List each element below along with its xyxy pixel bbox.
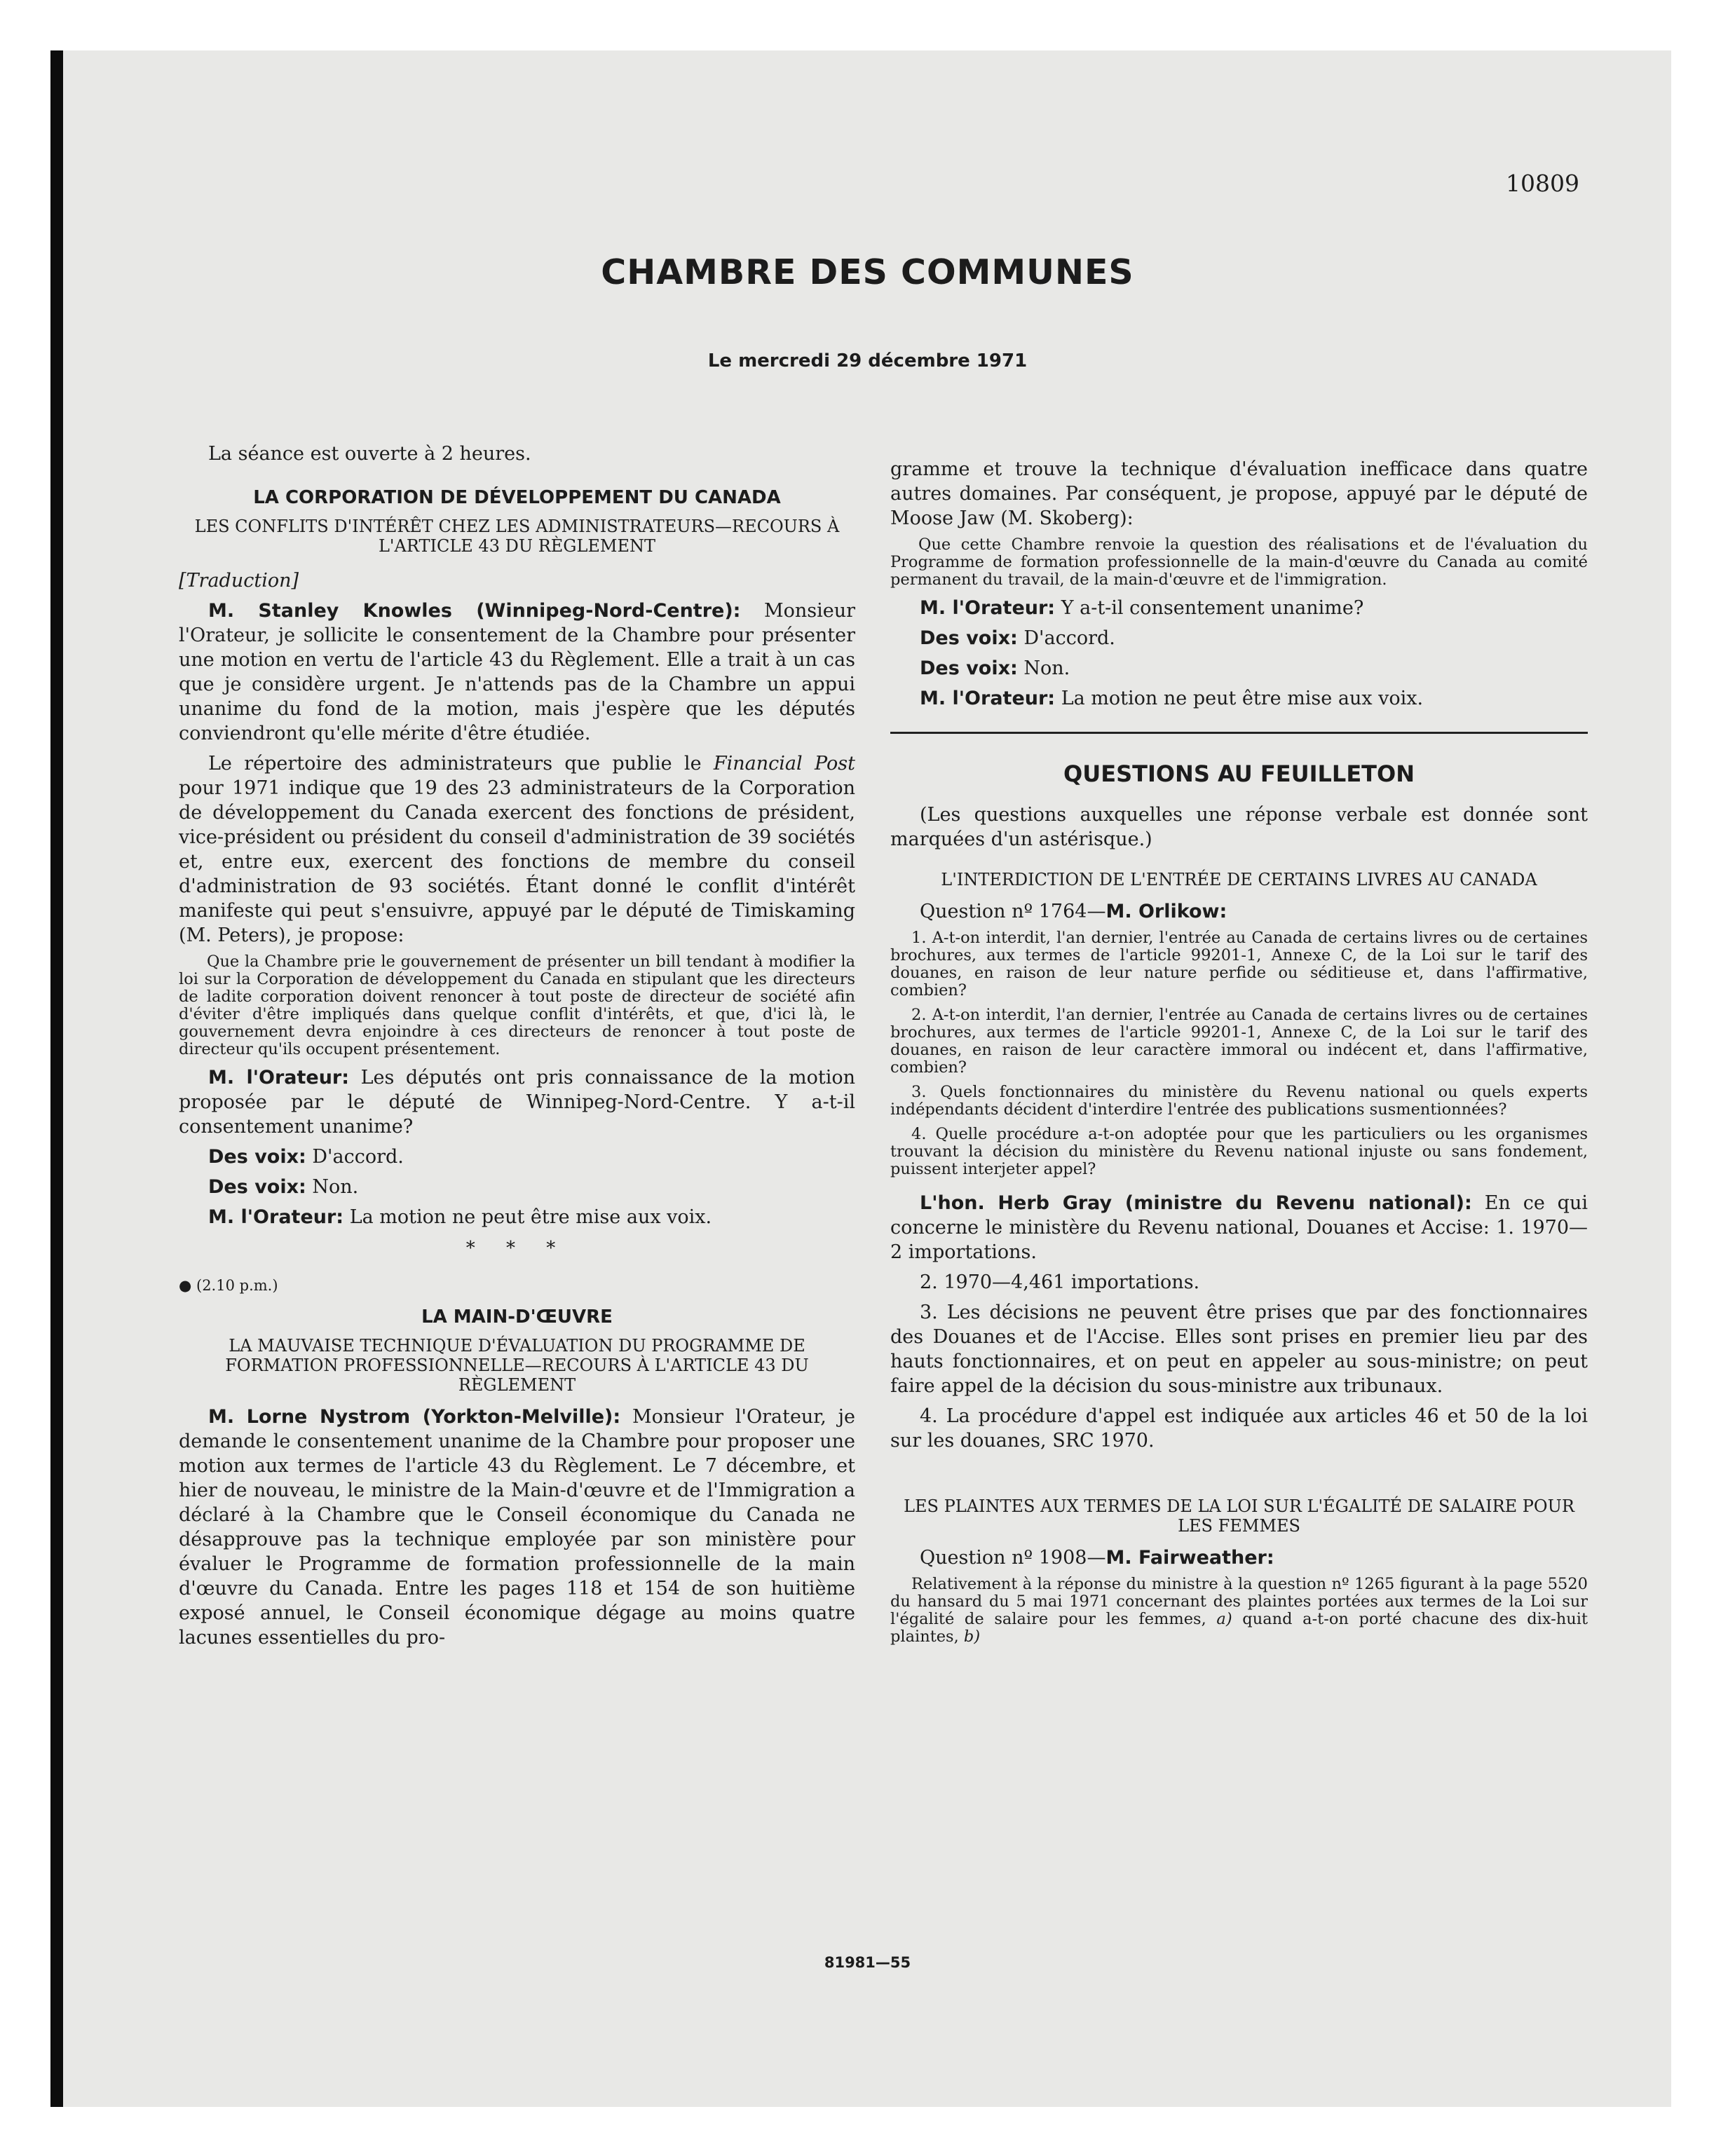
orateur-statement-2 — [179, 1205, 855, 1229]
voix-accord — [179, 1145, 855, 1169]
gray-answer-1-text: En ce qui concerne le ministère du Revenu national, Douanes et Accise: 1. 1970—2 importations. — [890, 1192, 1588, 1263]
voix-accord-text: D'accord. — [312, 1146, 404, 1168]
question-1908-label: Question nº 1908— — [920, 1547, 1106, 1569]
orateur-text-2: La motion ne peut être mise aux voix. — [349, 1206, 712, 1228]
speaker-voix: Des voix: — [920, 627, 1018, 649]
traduction-note: [Traduction] — [179, 570, 299, 592]
question-1908-text-b: quand a-t-on porté chacune des dix-huit plaintes, — [890, 1610, 1588, 1646]
section-subtitle-conflits: LES CONFLITS D'INTÉRÊT CHEZ LES ADMINISTRATEURS—RECOURS À L'ARTICLE 43 DU RÈGLEMENT — [194, 517, 840, 556]
section-title-corporation: LA CORPORATION DE DÉVELOPPEMENT DU CANADA — [253, 487, 781, 508]
knowles-paragraph-2 — [179, 751, 855, 948]
question-1908-text-a: Relativement à la réponse du ministre à la question nº 1265 figurant à la page 5520 du hansard du 5 mai 1971 concernant des plaintes portées aux termes de la Loi sur l'égalité de salaire pour les femmes, — [890, 1575, 1588, 1628]
speaker-voix: Des voix: — [208, 1176, 306, 1198]
question-1764-item-3: 3. Quels fonctionnaires du ministère du Revenu national ou quels experts indépendants décident d'interdire l'entrée des publications susmentionnées? — [890, 1083, 1588, 1119]
sitting-date: Le mercredi 29 décembre 1971 — [707, 350, 1028, 371]
motion-nystrom: Que cette Chambre renvoie la question des réalisations et de l'évaluation du Programme de formation professionnelle de la main-d'œuvre du Canada au comité permanent du travail, de la main-d'œuvre et de l'immigration. — [890, 535, 1588, 589]
section-subtitle-plaintes: LES PLAINTES AUX TERMES DE LA LOI SUR L'ÉGALITÉ DE SALAIRE POUR LES FEMMES — [904, 1496, 1574, 1536]
knowles-text-2b: pour 1971 indique que 19 des 23 administrateurs de la Corporation de développement du Canada exercent des fonctions de président, vice-président ou président du conseil d'administration de 39 sociétés et, entre eux, exercent des fonctions de membre du conseil d'administration de 93 sociétés. Étant donné le conflit d'intérêt manifeste qui peut s'ensuivre, appuyé par le député de Timiskaming (M. Peters), je propose: — [179, 777, 855, 946]
question-1908-text — [890, 1576, 1588, 1646]
section-subtitle-livres: L'INTERDICTION DE L'ENTRÉE DE CERTAINS LIVRES AU CANADA — [941, 870, 1537, 889]
gray-answer-2: 2. 1970—4,461 importations. — [920, 1271, 1200, 1293]
speaker-gray: L'hon. Herb Gray (ministre du Revenu national): — [920, 1192, 1472, 1214]
question-1764-item-4: 4. Quelle procédure a-t-on adoptée pour que les particuliers ou les organismes trouvant la décision du ministère du Revenu national injuste ou sans fondement, puissent interjeter appel? — [890, 1125, 1588, 1178]
page-number: 10809 — [1506, 170, 1579, 197]
speaker-orateur: M. l'Orateur: — [208, 1067, 350, 1089]
orateur-statement-1 — [179, 1065, 855, 1139]
knowles-text-1: Monsieur l'Orateur, je sollicite le consentement de la Chambre pour présenter une motion en vertu de l'article 43 du Règlement. Elle a trait à un cas que je considère urgent. Je n'attends pas de la Chambre un appui unanime du fond de la motion, mais j'espère que les députés conviendront qu'elle mérite d'être étudiée. — [179, 600, 855, 744]
voix-non-2 — [890, 656, 1588, 681]
knowles-paragraph-1 — [179, 599, 855, 746]
voix-non-text: Non. — [312, 1176, 359, 1198]
left-column — [179, 442, 855, 1656]
speaker-knowles: M. Stanley Knowles (Winnipeg-Nord-Centre): — [208, 600, 741, 622]
speaker-nystrom: M. Lorne Nystrom (Yorkton-Melville): — [208, 1406, 621, 1428]
section-title-main-doeuvre: LA MAIN-D'ŒUVRE — [421, 1306, 613, 1328]
financial-post-title: Financial Post — [713, 753, 855, 775]
gray-answer-1 — [890, 1191, 1588, 1264]
speaker-orateur: M. l'Orateur: — [920, 597, 1056, 619]
voix-accord-2 — [890, 626, 1588, 650]
knowles-text-2a: Le répertoire des administrateurs que publie le — [208, 753, 714, 775]
orateur-question — [890, 596, 1588, 620]
nystrom-text: Monsieur l'Orateur, je demande le consentement unanime de la Chambre pour proposer une motion aux termes de l'article 43 du Règlement. Le 7 décembre, et hier de nouveau, le ministre de la Main-d'œuvre et de l'Immigration a déclaré à la Chambre que le Conseil économique du Canada ne désapprouve pas la technique employée par son ministère pour évaluer le Programme de formation professionnelle de la main d'œuvre du Canada. Entre les pages 118 et 154 de son huitième exposé annuel, le Conseil économique dégage au moins quatre lacunes essentielles du pro- — [179, 1406, 855, 1649]
speaker-orateur: M. l'Orateur: — [920, 688, 1056, 709]
questions-note: (Les questions auxquelles une réponse verbale est donnée sont marquées d'un astérisque.) — [890, 804, 1588, 850]
question-1764-label: Question nº 1764— — [920, 901, 1106, 922]
item-marker-a: a) — [1216, 1610, 1232, 1628]
gray-answer-4: 4. La procédure d'appel est indiquée aux articles 46 et 50 de la loi sur les douanes, SRC 1970. — [890, 1405, 1588, 1452]
orateur-text-3: La motion ne peut être mise aux voix. — [1061, 688, 1424, 709]
orateur-question-text: Y a-t-il consentement unanime? — [1061, 597, 1364, 619]
opening-line: La séance est ouverte à 2 heures. — [208, 443, 531, 465]
nystrom-continued: gramme et trouve la technique d'évaluation inefficace dans quatre autres domaines. Par conséquent, je propose, appuyé par le député de Moose Jaw (M. Skoberg): — [890, 458, 1588, 529]
orateur-statement-3 — [890, 686, 1588, 711]
question-1764-item-1: 1. A-t-on interdit, l'an dernier, l'entrée au Canada de certains livres ou de certaines brochures, aux termes de l'article 99201-1, Annexe C, de la Loi sur le tarif des douanes, en raison de leur nature perfide ou séditieuse et, dans l'affirmative, combien? — [890, 929, 1588, 999]
asker-orlikow: M. Orlikow: — [1105, 901, 1227, 922]
question-1764 — [890, 899, 1588, 924]
gray-answer-3: 3. Les décisions ne peuvent être prises que par des fonctionnaires des Douanes et de l'Accise. Elles sont prises en premier lieu par des hauts fonctionnaires, et on peut en appeler au sous-ministre; on peut faire appel de la décision du sous-ministre aux tribunaux. — [890, 1302, 1588, 1397]
nystrom-paragraph — [179, 1405, 855, 1650]
voix-accord-text: D'accord. — [1023, 627, 1115, 649]
voix-non — [179, 1175, 855, 1199]
footer-code: 81981—55 — [824, 1954, 911, 1971]
section-rule — [890, 732, 1588, 734]
motion-knowles: Que la Chambre prie le gouvernement de présenter un bill tendant à modifier la loi sur la Corporation de développement du Canada en stipulant que les directeurs de ladite corporation doivent renoncer à tout poste de directeur de société afin d'éviter d'être impliqués dans quelque conflit d'intérêts, et que, d'ici là, le gouvernement devra enjoindre à ces directeurs de renoncer à tout poste de directeur qu'ils occupent présentement. — [179, 953, 855, 1058]
speaker-voix: Des voix: — [208, 1146, 306, 1168]
asker-fairweather: M. Fairweather: — [1105, 1547, 1274, 1569]
voix-non-text: Non. — [1023, 657, 1070, 679]
section-subtitle-evaluation: LA MAUVAISE TECHNIQUE D'ÉVALUATION DU PROGRAMME DE FORMATION PROFESSIONNELLE—RECOURS À L'ARTICLE 43 DU RÈGLEMENT — [225, 1336, 809, 1395]
question-1908 — [890, 1546, 1588, 1570]
section-separator: * * * — [465, 1238, 569, 1259]
question-1764-item-2: 2. A-t-on interdit, l'an dernier, l'entrée au Canada de certains livres ou de certaines brochures, aux termes de l'article 99201-1, Annexe C, de la Loi sur le tarif des douanes, en raison de leur caractère immoral ou indécent et, dans l'affirmative, combien? — [890, 1006, 1588, 1077]
item-marker-b: b) — [963, 1628, 981, 1646]
right-column — [890, 457, 1588, 1653]
speaker-voix: Des voix: — [920, 657, 1018, 679]
orateur-text-1: Les députés ont pris connaissance de la motion proposée par le député de Winnipeg-Nord-Centre. Y a-t-il consentement unanime? — [179, 1067, 855, 1138]
time-note: ● (2.10 p.m.) — [179, 1277, 278, 1294]
chamber-title: CHAMBRE DES COMMUNES — [601, 252, 1134, 292]
speaker-orateur: M. l'Orateur: — [208, 1206, 344, 1228]
section-title-questions: QUESTIONS AU FEUILLETON — [1063, 760, 1415, 787]
